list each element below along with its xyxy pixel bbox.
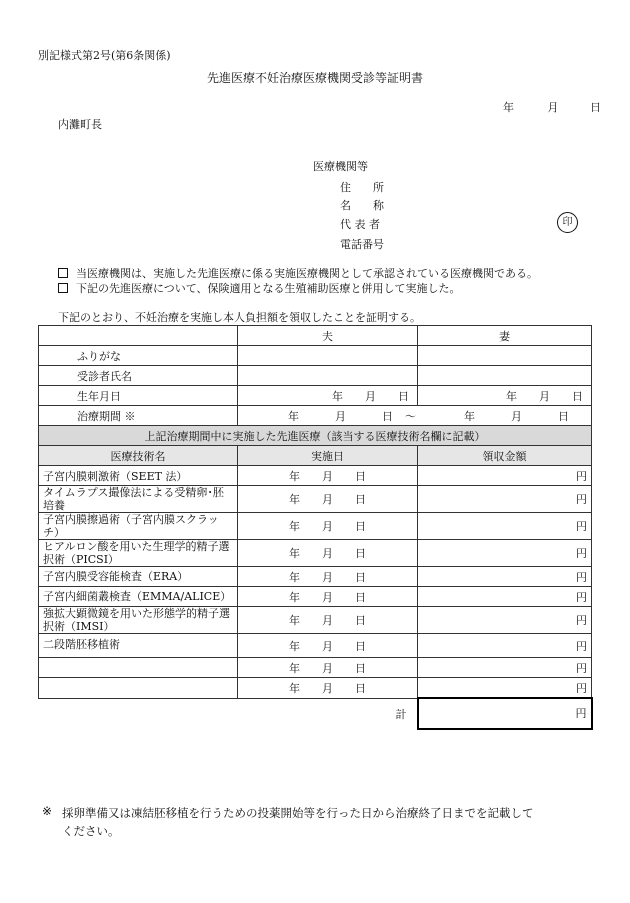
issue-day: 日 [590, 101, 601, 114]
tech-date-field[interactable]: 年 月 日 [238, 466, 418, 486]
tech-name-era: 子宮内膜受容能検査（ERA） [39, 567, 238, 587]
period-tilde: ～ [405, 409, 416, 423]
note-text-2: ください。 [62, 824, 120, 838]
tech-name-emma: 子宮内細菌叢検査（EMMA/ALICE） [39, 587, 238, 607]
col-husband: 夫 [238, 326, 418, 346]
tech-amount-field[interactable]: 円 [418, 513, 592, 540]
total-spacer [39, 698, 238, 729]
tech-date-field[interactable]: 年 月 日 [238, 540, 418, 567]
row-birth-label: 生年月日 [39, 386, 238, 406]
tech-amount-field[interactable]: 円 [418, 607, 592, 634]
treatment-period-field[interactable]: 年 月 日 ～ 年 月 日 [238, 406, 592, 426]
husband-name-field[interactable] [238, 366, 418, 386]
tech-amount-field[interactable]: 円 [418, 540, 592, 567]
document-title: 先進医療不妊治療医療機関受診等証明書 [207, 71, 424, 85]
table-corner [39, 326, 238, 346]
tech-date-field[interactable]: 年 月 日 [238, 587, 418, 607]
tech-date-field[interactable]: 年 月 日 [238, 658, 418, 678]
row-period-label: 治療期間 ※ [39, 406, 238, 426]
tech-date-field[interactable]: 年 月 日 [238, 607, 418, 634]
checkbox-approved[interactable] [58, 268, 68, 278]
issue-date [503, 99, 601, 115]
certify-text: 下記のとおり、不妊治療を実施し本人負担額を領収したことを証明する。 [58, 311, 421, 324]
tech-date-field[interactable]: 年 月 日 [238, 678, 418, 699]
col-date: 実施日 [238, 446, 418, 466]
col-tech-name: 医療技術名 [39, 446, 238, 466]
total-label: 計 [395, 707, 407, 721]
certificate-table [38, 325, 593, 730]
tech-amount-field[interactable]: 円 [418, 466, 592, 486]
checkbox-combined[interactable] [58, 283, 68, 293]
tech-name-picsi: ヒアルロン酸を用いた生理学的精子選択術（PICSI） [39, 540, 238, 567]
section-title: 上記治療期間中に実施した先進医療（該当する医療技術名欄に記載） [39, 426, 592, 446]
wife-name-field[interactable] [418, 366, 592, 386]
tech-name-two-step: 二段階胚移植術 [39, 634, 238, 658]
tech-amount-field[interactable]: 円 [418, 658, 592, 678]
institution-address-label: 住 所 [340, 181, 384, 194]
col-wife: 妻 [418, 326, 592, 346]
tech-amount-field[interactable]: 円 [418, 486, 592, 513]
row-name-label: 受診者氏名 [39, 366, 238, 386]
form-number: 別記様式第2号(第6条関係) [38, 49, 171, 62]
tech-amount-field[interactable]: 円 [418, 634, 592, 658]
check-text-combined: 下記の先進医療について、保険適用となる生殖補助医療と併用して実施した。 [76, 282, 461, 295]
wife-furigana-field[interactable] [418, 346, 592, 366]
tech-date-field[interactable]: 年 月 日 [238, 486, 418, 513]
tech-amount-field[interactable]: 円 [418, 567, 592, 587]
total-amount-field[interactable]: 円 [418, 698, 592, 729]
check-item-combined [58, 280, 461, 296]
note-text: 採卵準備又は凍結胚移植を行うための投薬開始等を行った日から治療終了日までを記載して [62, 806, 534, 820]
institution-representative-label: 代 表 者 [340, 218, 380, 231]
institution-phone-label: 電話番号 [340, 238, 384, 251]
tech-date-field[interactable]: 年 月 日 [238, 567, 418, 587]
seal-mark: 印 [557, 212, 578, 233]
tech-name-imsi: 強拡大顕微鏡を用いた形態学的精子選択術（IMSI） [39, 607, 238, 634]
addressee: 内灘町長 [58, 118, 102, 131]
husband-furigana-field[interactable] [238, 346, 418, 366]
tech-name-blank[interactable] [39, 678, 238, 699]
row-furigana-label: ふりがな [39, 346, 238, 366]
tech-name-timelapse: タイムラプス撮像法による受精卵･胚培養 [39, 486, 238, 513]
institution-name-label: 名 称 [340, 199, 384, 212]
wife-birth-field[interactable]: 年 月 日 [418, 386, 592, 406]
check-item-approved [58, 265, 538, 281]
col-amount: 領収金額 [418, 446, 592, 466]
issue-year: 年 [503, 101, 514, 114]
husband-birth-field[interactable]: 年 月 日 [238, 386, 418, 406]
tech-amount-field[interactable]: 円 [418, 587, 592, 607]
tech-name-seet: 子宮内膜刺激術（SEET 法） [39, 466, 238, 486]
tech-name-scratch: 子宮内膜擦過術（子宮内膜スクラッチ） [39, 513, 238, 540]
tech-name-blank[interactable] [39, 658, 238, 678]
check-text-approved: 当医療機関は、実施した先進医療に係る実施医療機関として承認されている医療機関である。 [76, 267, 538, 280]
issue-month: 月 [547, 101, 559, 114]
note-mark: ※ [42, 804, 53, 818]
institution-heading: 医療機関等 [313, 160, 368, 173]
tech-amount-field[interactable]: 円 [418, 678, 592, 699]
tech-date-field[interactable]: 年 月 日 [238, 634, 418, 658]
tech-date-field[interactable]: 年 月 日 [238, 513, 418, 540]
